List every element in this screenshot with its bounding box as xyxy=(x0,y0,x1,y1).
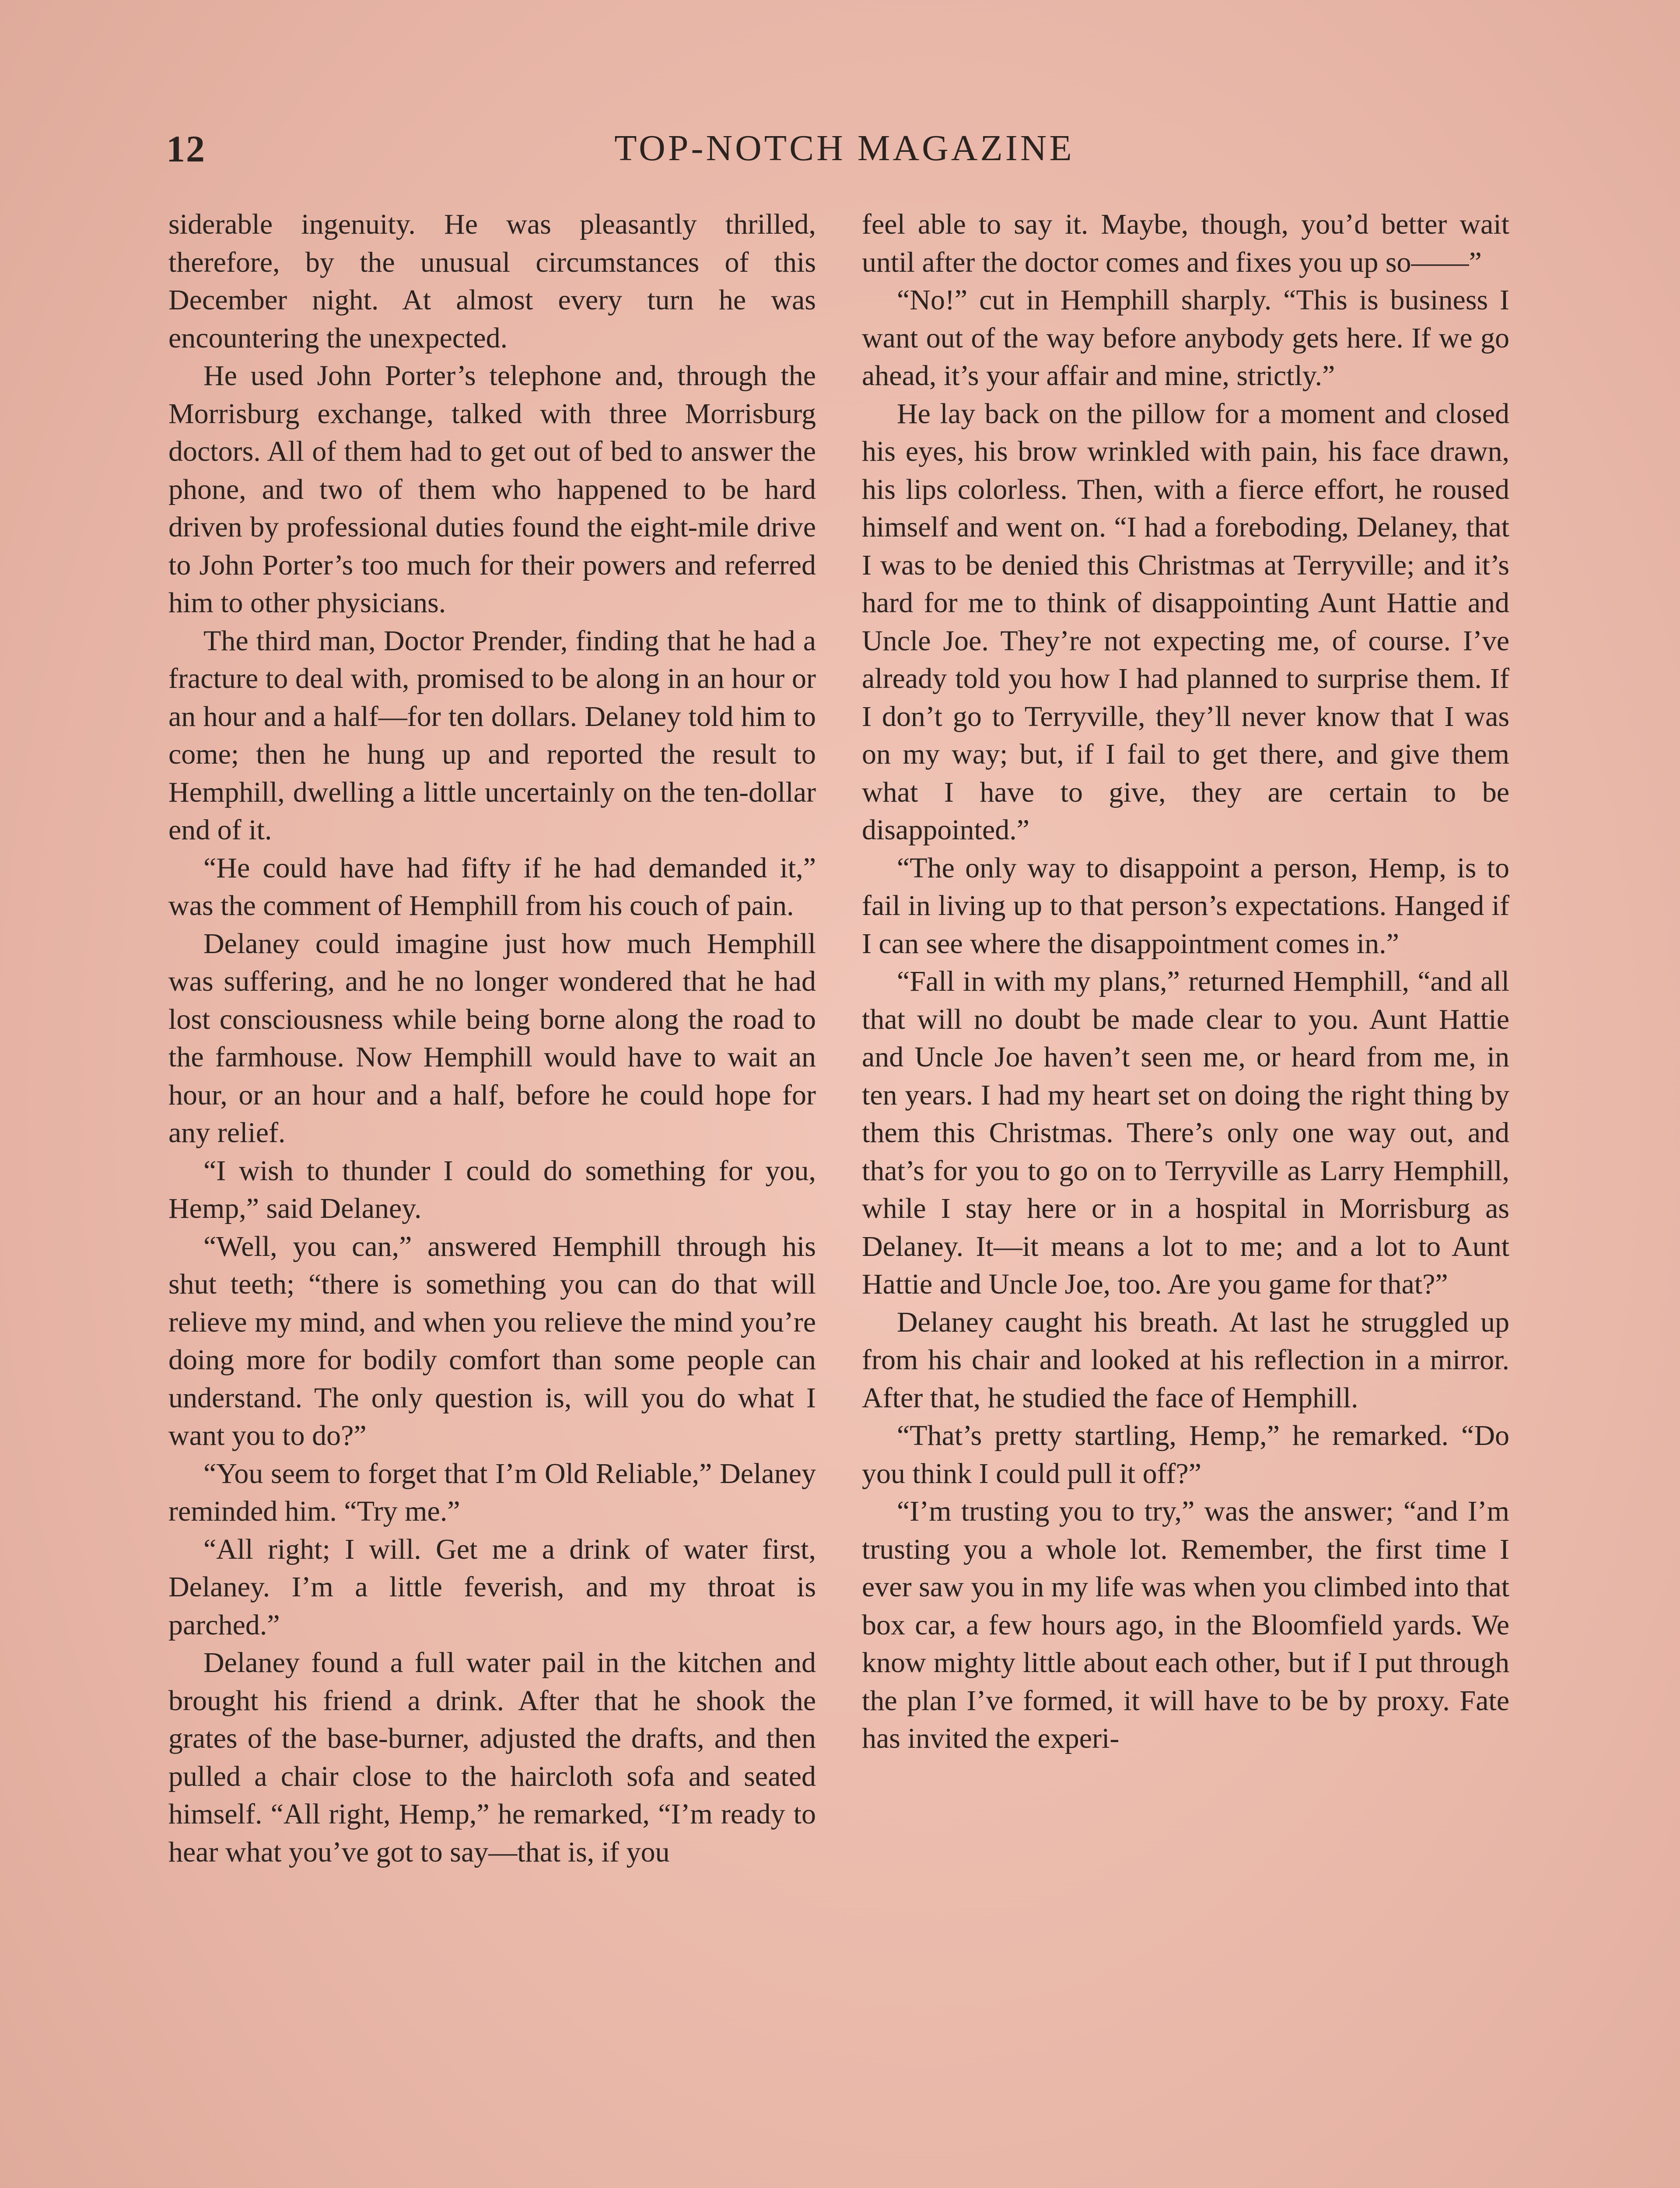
paragraph: He used John Porter’s telephone and, through the Morrisburg exchange, talked with three Morrisburg doctors. All of them had to get out of bed to answer the phone, and two of them who happened to be hard driven by professional duties found the eight-mile drive to John Porter’s too much for their powers and referred him to other physicians. xyxy=(168,360,816,619)
paragraph: The third man, Doctor Prender, finding that he had a fracture to deal with, promised to be along in an hour or an hour and a half—for ten dollars. Delaney told him to come; then he hung up and reported the result to Hemphill, dwelling a little uncertainly on the ten-dollar end of it. xyxy=(168,624,816,846)
paragraph: “He could have had fifty if he had demanded it,” was the comment of Hemphill from his couch of pain. xyxy=(168,852,816,922)
paragraph: Delaney could imagine just how much Hemphill was suffering, and he no longer wondered that he had lost consciousness while being borne along the road to the farmhouse. Now Hemphill would have to wait an hour, or an hour and a half, before he could hope for any relief. xyxy=(168,927,816,1149)
paragraph: “You seem to forget that I’m Old Reliable,” Delaney reminded him. “Try me.” xyxy=(168,1457,816,1527)
paragraph: “I’m trusting you to try,” was the answer; “and I’m trusting you a whole lot. Remember, the first time I ever saw you in my life was when you climbed into that box car, a few hours ago, in the Bloomfield yards. We know mighty little about each other, but if I put through the plan I’ve formed, it will have to be by proxy. Fate has invited the experi- xyxy=(862,1495,1509,1754)
paragraph: “All right; I will. Get me a drink of water first, Delaney. I’m a little feverish, and my throat is parched.” xyxy=(168,1533,816,1641)
paragraph: Delaney found a full water pail in the kitchen and brought his friend a drink. After that he shook the grates of the base-burner, adjusted the drafts, and then pulled a chair close to the haircloth sofa and seated himself. “All right, Hemp,” he remarked, “I’m ready to hear what you’ve got to say—that is, if you xyxy=(168,1647,816,1868)
text-column-left xyxy=(168,206,816,2188)
paragraph: “I wish to thunder I could do something for you, Hemp,” said Delaney. xyxy=(168,1154,816,1224)
page-header xyxy=(166,127,1522,179)
paragraph: “That’s pretty startling, Hemp,” he remarked. “Do you think I could pull it off?” xyxy=(862,1420,1509,1490)
paragraph: Delaney caught his breath. At last he struggled up from his chair and looked at his reflection in a mirror. After that, he studied the face of Hemphill. xyxy=(862,1306,1509,1414)
text-column-right xyxy=(862,206,1509,2188)
paragraph: He lay back on the pillow for a moment and closed his eyes, his brow wrinkled with pain, his face drawn, his lips colorless. Then, with a fierce effort, he roused himself and went on. “I had a foreboding, Delaney, that I was to be denied this Christmas at Terryville; and it’s hard for me to think of disappointing Aunt Hattie and Uncle Joe. They’re not expecting me, of course. I’ve already told you how I had planned to surprise them. If I don’t go to Terryville, they’ll never know that I was on my way; but, if I fail to get there, and give them what I have to give, they are certain to be disappointed.” xyxy=(862,397,1509,846)
paragraph: “Fall in with my plans,” returned Hemphill, “and all that will no doubt be made clear to you. Aunt Hattie and Uncle Joe haven’t seen me, or heard from me, in ten years. I had my heart set on doing the right thing by them this Christmas. There’s only one way out, and that’s for you to go on to Terryville as Larry Hemphill, while I stay here or in a hospital in Morrisburg as Delaney. It—it means a lot to me; and a lot to Aunt Hattie and Uncle Joe, too. Are you game for that?” xyxy=(862,965,1509,1300)
paragraph: siderable ingenuity. He was pleasantly thrilled, therefore, by the unusual circumstances of this December night. At almost every turn he was encountering the unexpected. xyxy=(168,208,816,354)
magazine-title: TOP-NOTCH MAGAZINE xyxy=(614,128,1074,168)
paragraph: “Well, you can,” answered Hemphill through his shut teeth; “there is something you can do that will relieve my mind, and when you relieve the mind you’re doing more for bodily comfort than some people can understand. The only question is, will you do what I want you to do?” xyxy=(168,1230,816,1452)
page-number: 12 xyxy=(166,128,206,170)
paragraph: “No!” cut in Hemphill sharply. “This is business I want out of the way before anybody gets here. If we go ahead, it’s your affair and mine, strictly.” xyxy=(862,284,1509,392)
paragraph: “The only way to disappoint a person, Hemp, is to fail in living up to that person’s expectations. Hanged if I can see where the disappointment comes in.” xyxy=(862,852,1509,960)
paragraph: feel able to say it. Maybe, though, you’d better wait until after the doctor comes and fixes you up so——” xyxy=(862,208,1509,278)
